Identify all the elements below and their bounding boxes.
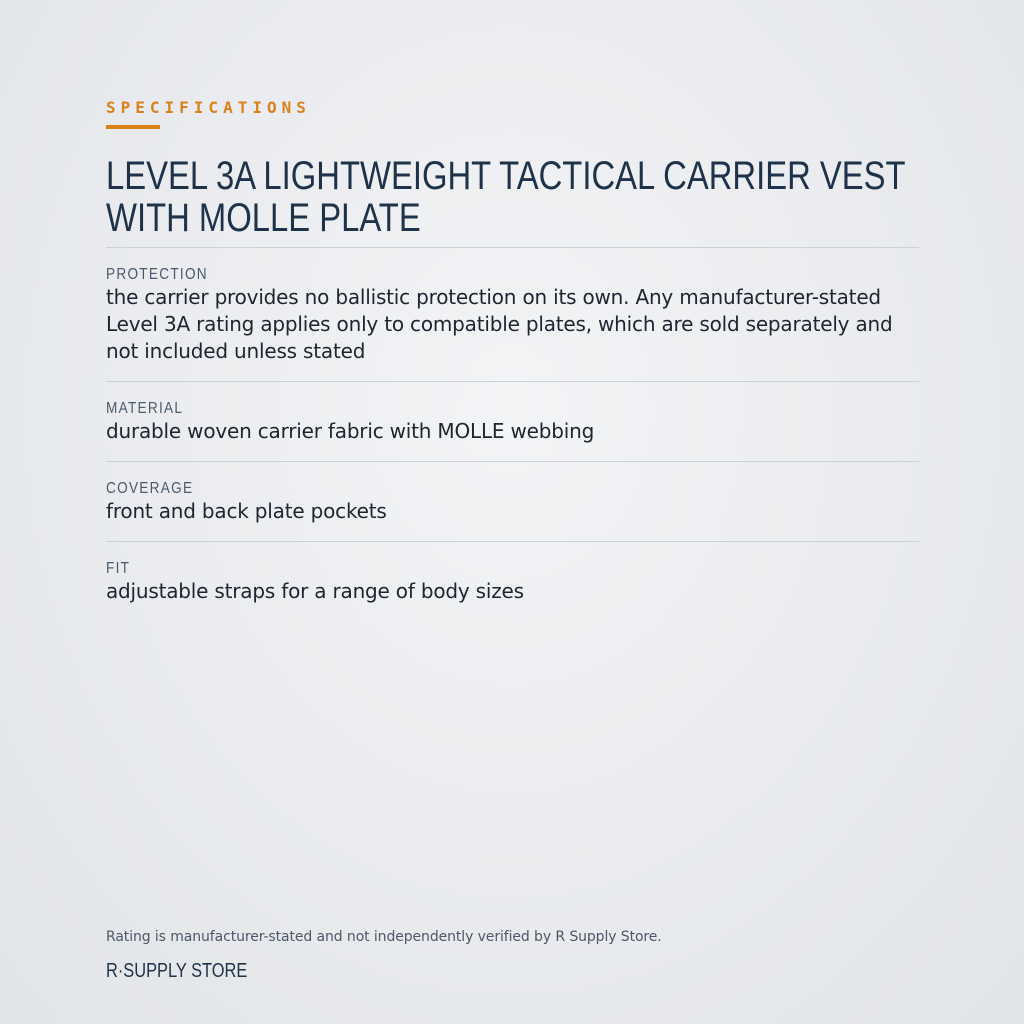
brand-wordmark: R·SUPPLY STORE [106,960,248,982]
spec-label: PROTECTION [106,266,208,283]
spec-sheet [106,96,919,621]
spec-row-material [106,382,919,462]
spec-value: durable woven carrier fabric with MOLLE webbing [106,419,595,443]
spec-label: MATERIAL [106,400,184,417]
spec-row-protection [106,248,919,382]
rating-disclaimer: Rating is manufacturer-stated and not independently verified by R Supply Store. [106,929,662,945]
footer [106,927,919,983]
spec-label: COVERAGE [106,480,194,497]
spec-row-fit [106,542,919,621]
spec-value: the carrier provides no ballistic protection on its own. Any manufacturer-stated Level 3A rating applies only to compatible plates, which are sold separately and not included unless stated [106,285,893,363]
spec-row-coverage [106,462,919,542]
product-title: LEVEL 3A LIGHTWEIGHT TACTICAL CARRIER VEST WITH MOLLE PLATE [106,154,905,240]
spec-value: adjustable straps for a range of body sizes [106,579,524,603]
section-eyebrow: SPECIFICATIONS [106,98,311,117]
eyebrow-underline [106,125,160,129]
spec-value: front and back plate pockets [106,499,387,523]
spec-label: FIT [106,560,131,577]
